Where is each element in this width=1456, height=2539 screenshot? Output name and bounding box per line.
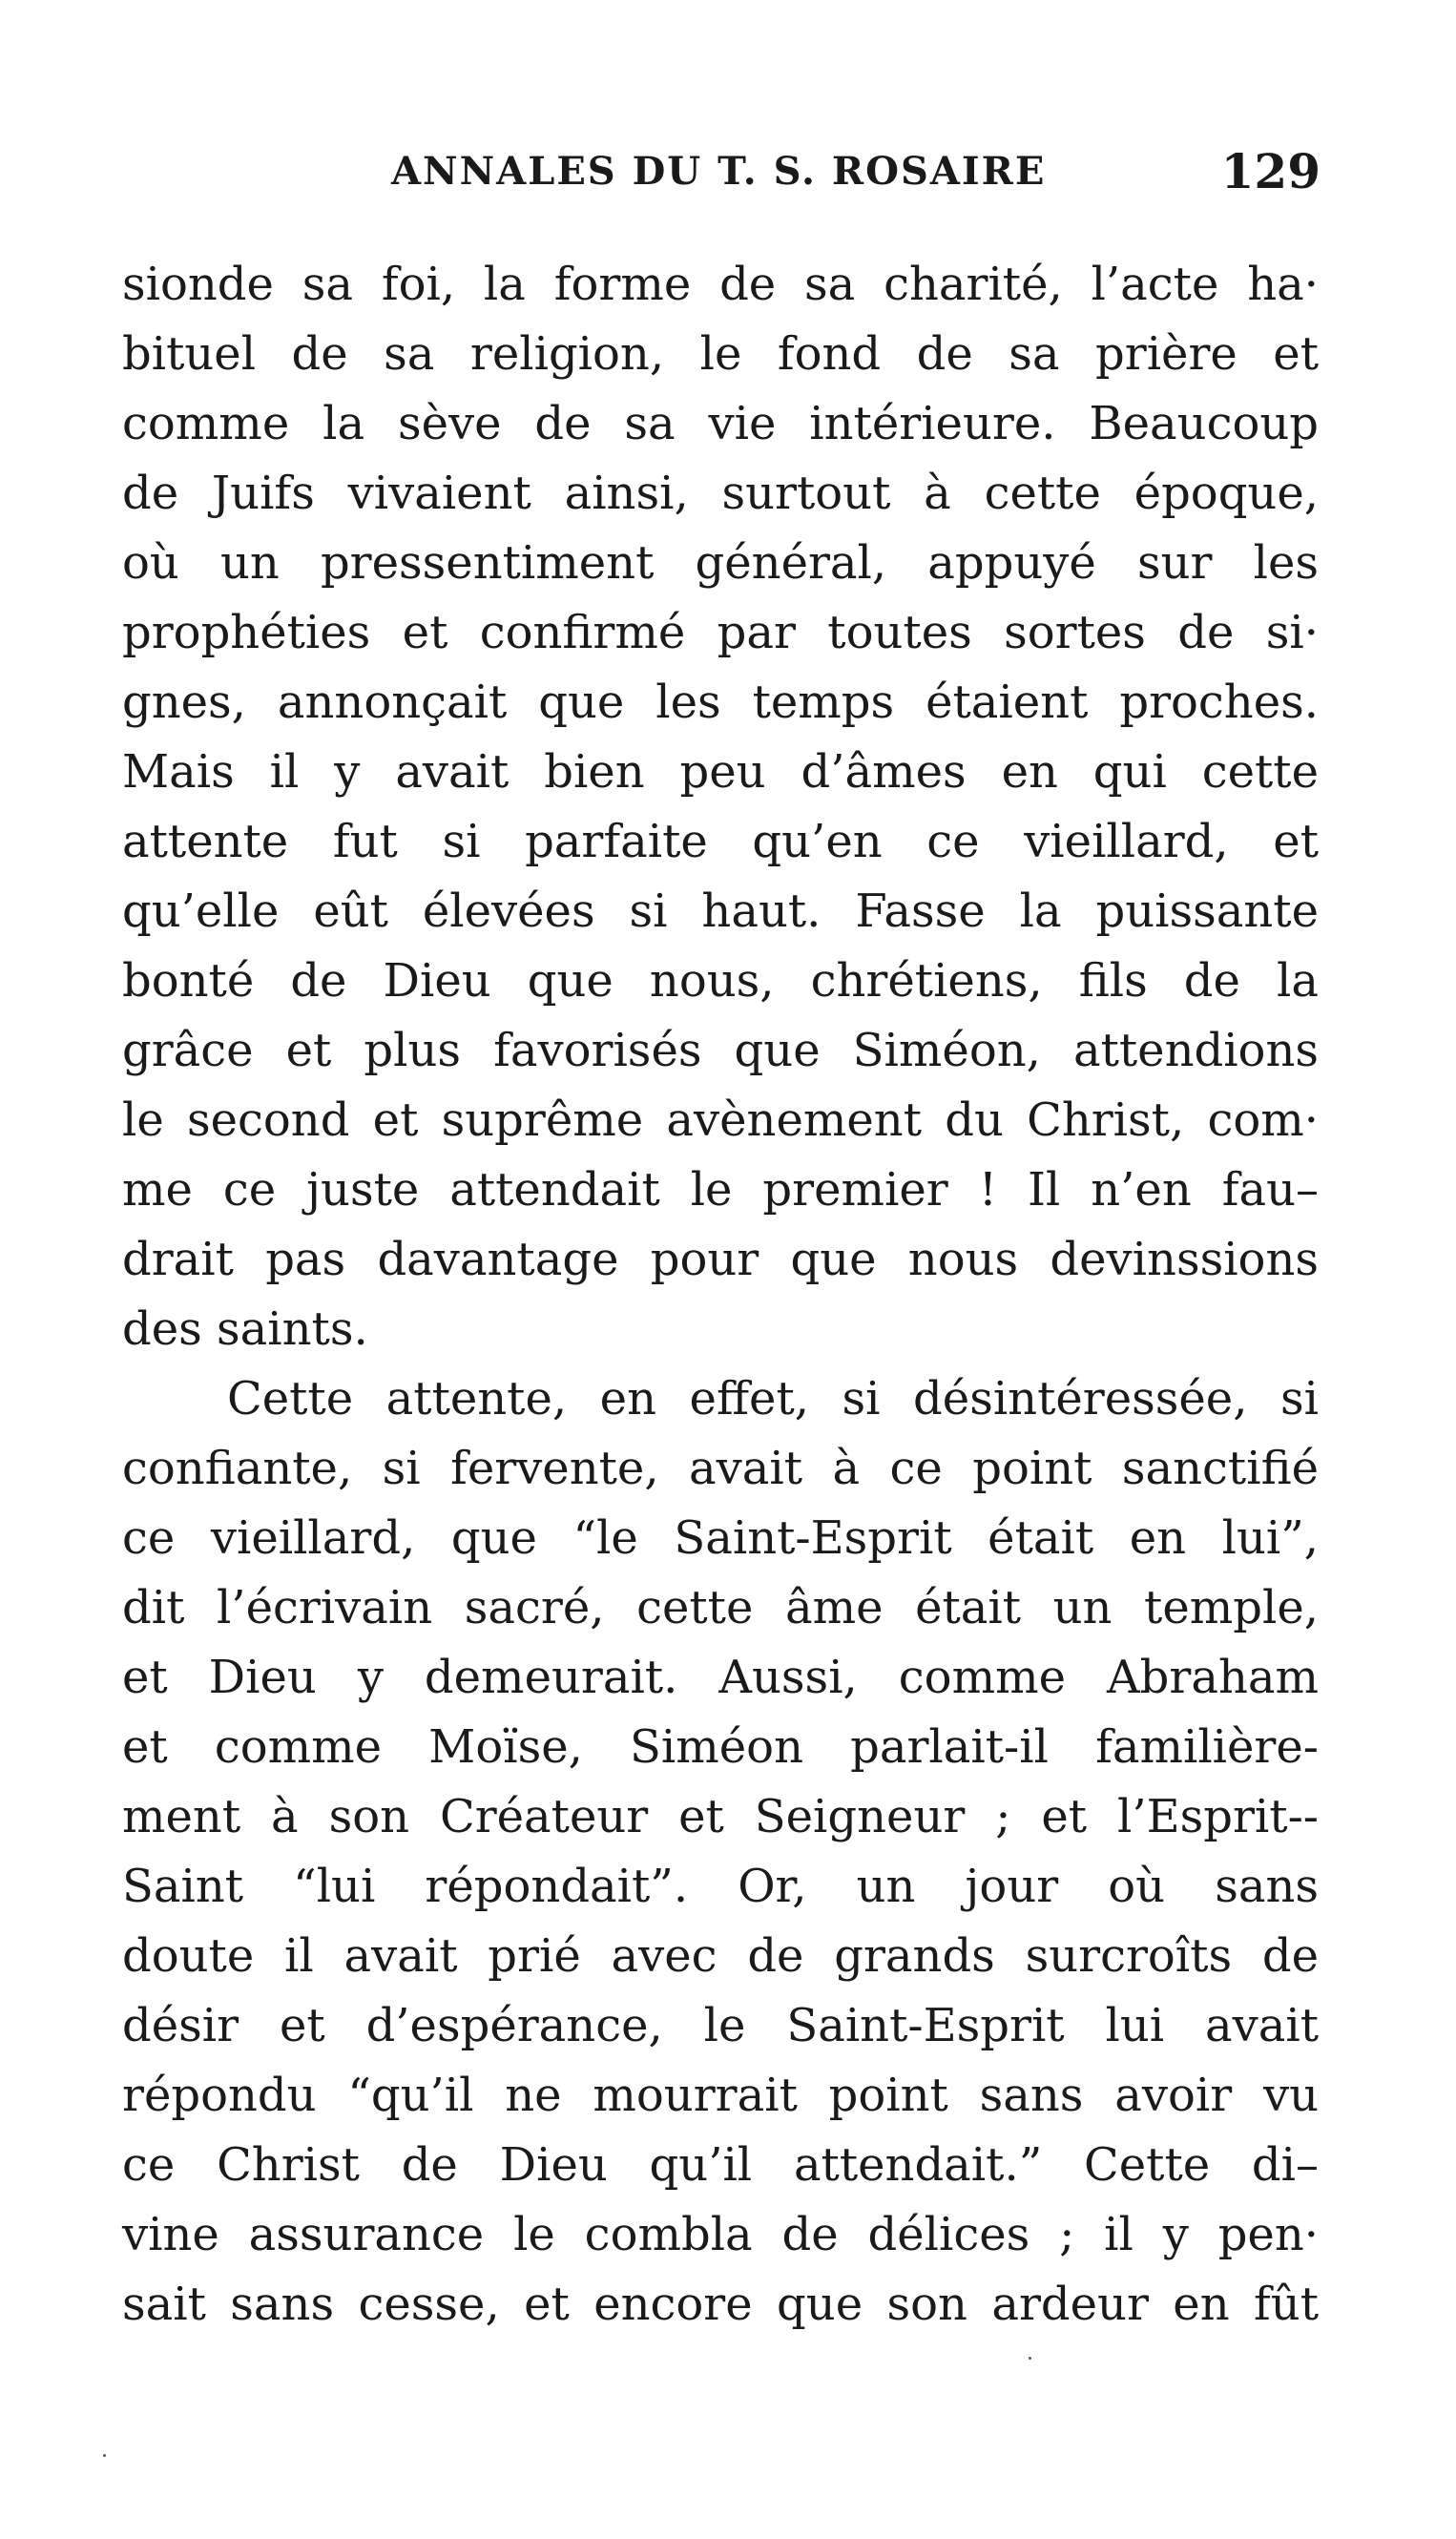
text-line: bituel de sa religion, le fond de sa prière et	[122, 327, 1319, 381]
text-line: ce Christ de Dieu qu’il attendait.” Cette di–	[122, 2138, 1319, 2192]
text-line: des saints.	[122, 1302, 368, 1356]
page-number: 129	[1220, 143, 1321, 199]
text-line: Mais il y avait bien peu d’âmes en qui cette	[122, 745, 1319, 799]
text-line: attente fut si parfaite qu’en ce vieillard, et	[122, 815, 1319, 868]
text-line: et comme Moïse, Siméon parlait-il familière-	[122, 1720, 1319, 1774]
running-title: ANNALES DU T. S. ROSAIRE	[391, 149, 1047, 194]
paragraph-2	[122, 1364, 1319, 2340]
text-line: sait sans cesse, et encore que son ardeur en fût	[122, 2278, 1319, 2331]
text-line: prophéties et confirmé par toutes sortes de si·	[122, 606, 1319, 659]
text-line: ce vieillard, que “le Saint-Esprit était en lui”,	[122, 1511, 1319, 1565]
text-line: et Dieu y demeurait. Aussi, comme Abraham	[122, 1651, 1319, 1704]
text-line: confiante, si fervente, avait à ce point sanctifié	[122, 1442, 1319, 1495]
text-line: de Juifs vivaient ainsi, surtout à cette époque,	[122, 467, 1319, 520]
paragraph-1	[122, 250, 1319, 1364]
body-text	[122, 250, 1319, 2340]
text-line: grâce et plus favorisés que Siméon, attendions	[122, 1024, 1319, 1077]
text-line: dit l’écrivain sacré, cette âme était un temple,	[122, 1581, 1319, 1634]
text-line: ment à son Créateur et Seigneur ; et l’Esprit--	[122, 1790, 1319, 1843]
text-line: vine assurance le combla de délices ; il y pen·	[122, 2208, 1319, 2261]
text-line: où un pressentiment général, appuyé sur les	[122, 536, 1319, 590]
text-line: bonté de Dieu que nous, chrétiens, fils de la	[122, 954, 1319, 1008]
text-line: le second et suprême avènement du Christ, com·	[122, 1093, 1319, 1147]
running-head	[122, 143, 1324, 210]
print-speck	[103, 2454, 106, 2457]
text-line: doute il avait prié avec de grands surcroîts de	[122, 1929, 1319, 1983]
text-line: me ce juste attendait le premier ! Il n’en fau–	[122, 1163, 1319, 1217]
text-line: Cette attente, en effet, si désintéressée, si	[227, 1372, 1319, 1426]
print-speck	[1029, 2357, 1031, 2360]
text-line: qu’elle eût élevées si haut. Fasse la puissante	[122, 884, 1319, 938]
text-line: répondu “qu’il ne mourrait point sans avoir vu	[122, 2069, 1319, 2122]
text-line: sionde sa foi, la forme de sa charité, l’acte ha·	[122, 258, 1319, 311]
text-line: gnes, annonçait que les temps étaient proches.	[122, 676, 1319, 729]
text-line: désir et d’espérance, le Saint-Esprit lui avait	[122, 1999, 1319, 2052]
text-line: comme la sève de sa vie intérieure. Beaucoup	[122, 397, 1319, 450]
text-line: Saint “lui répondait”. Or, un jour où sans	[122, 1860, 1319, 1913]
text-line: drait pas davantage pour que nous devinssions	[122, 1233, 1319, 1286]
